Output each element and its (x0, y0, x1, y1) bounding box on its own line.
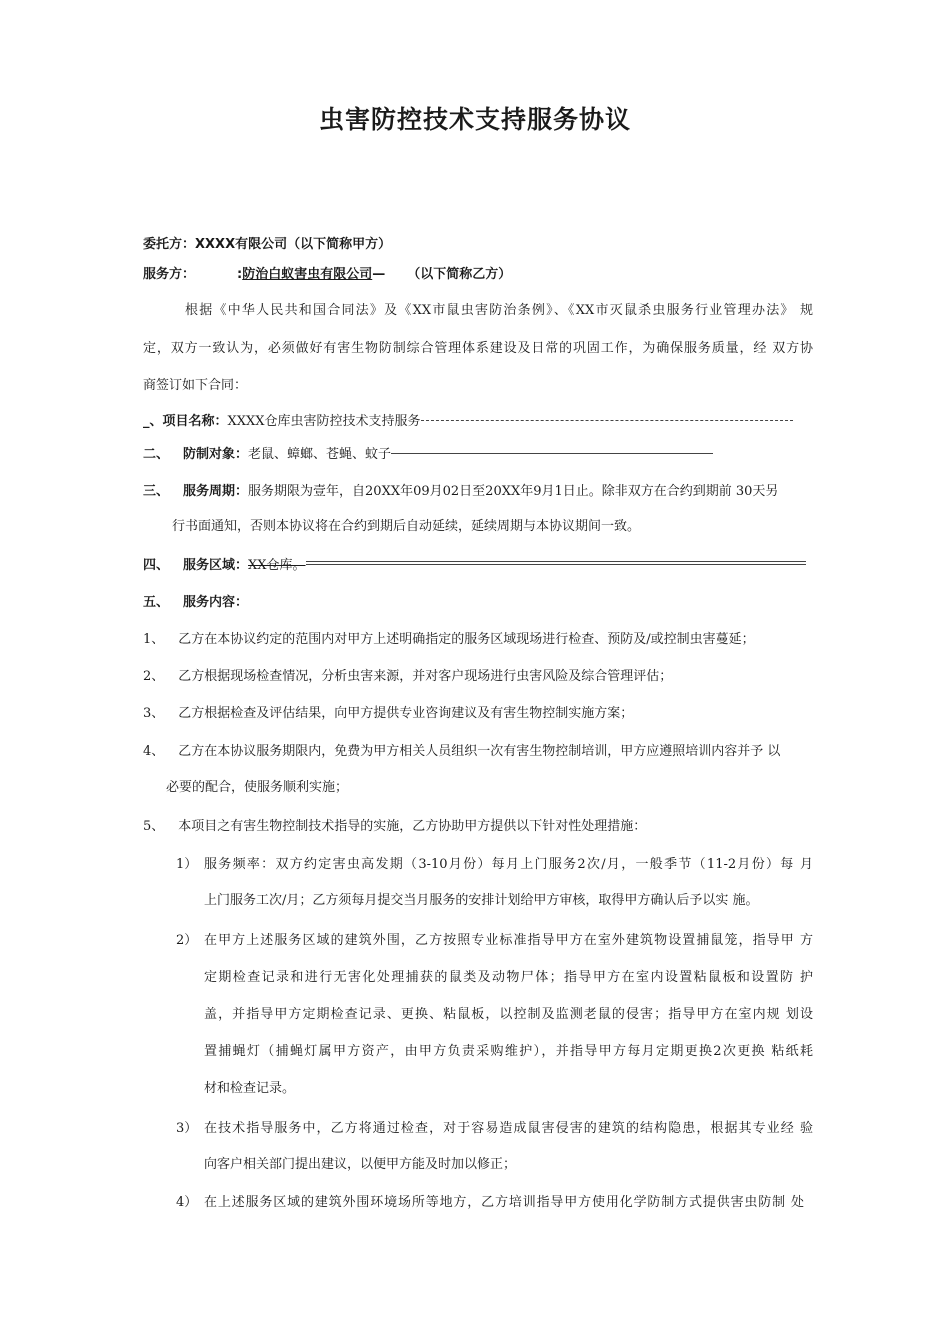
item-value: XXXX仓库虫害防控技术支持服务 (227, 414, 421, 429)
item-target (143, 446, 713, 464)
fill-line (306, 561, 806, 565)
item-number: 二、 (143, 447, 170, 462)
content-number: 1、 (143, 632, 165, 647)
item-number: 四、 (143, 558, 170, 573)
item-value: 老鼠、蟑螂、苍蝇、蚊子 (248, 447, 392, 462)
item-value: XX仓库。 (248, 558, 306, 573)
content-item-4-cont: 必要的配合，使服务顺利实施； (166, 780, 349, 795)
subitem-4-line-1: 在上述服务区域的建筑外围环境场所等地方，乙方培训指导甲方使用化学防制方式提供害虫防制 处 (204, 1195, 804, 1210)
item-service-content (143, 594, 248, 612)
subitem-2-line-5: 材和检查记录。 (204, 1081, 296, 1096)
subitem-2-line-2: 定期检查记录和进行无害化处理捕获的鼠类及动物尸体；指导甲方在室内设置粘鼠板和设置防 护 (204, 970, 813, 985)
content-item-5 (143, 818, 646, 836)
content-number: 5、 (143, 819, 165, 834)
content-item-3 (143, 705, 633, 723)
item-label: 服务周期： (183, 484, 249, 499)
subitem-1-line-2: 上门服务工次/月；乙方须每月提交当月服务的安排计划给甲方审核，取得甲方确认后予以实 施。 (204, 893, 759, 908)
item-label: 项目名称： (162, 414, 228, 429)
item-project-name (143, 413, 793, 431)
fill-line (391, 452, 713, 454)
subitem-number: 2） (176, 933, 198, 948)
item-label: 服务内容： (183, 595, 249, 610)
item-period-line-1 (143, 483, 813, 501)
subitem-number: 3） (176, 1121, 198, 1136)
subitem-2-line-1: 在甲方上述服务区域的建筑外围，乙方按照专业标准指导甲方在室外建筑物设置捕鼠笼，指导甲 方 (204, 933, 813, 948)
party-a-value: XXXX有限公司（以下简称甲方） (195, 237, 392, 252)
party-b-label: 服务方： (143, 267, 196, 282)
content-text: 乙方根据现场检查情况，分析虫害来源，并对客户现场进行虫害风险及综合管理评估； (178, 669, 673, 684)
item-number: 五、 (143, 595, 170, 610)
item-label: 防制对象： (183, 447, 249, 462)
preamble-line-1: 根据《中华人民共和国合同法》及《XX市鼠虫害防治条例》、《XX市灭鼠杀虫服务行业管理办法》 规 (185, 303, 813, 318)
preamble-line-3: 商签订如下合同： (143, 378, 248, 393)
document-title: 虫害防控技术支持服务协议 (318, 105, 631, 134)
item-period-line-2: 行书面通知，否则本协议将在合约到期后自动延续，延续周期与本协议期间一致。 (172, 519, 641, 534)
party-b-name: 防治白蚁害虫有限公司 (242, 267, 373, 282)
content-number: 3、 (143, 706, 165, 721)
content-number: 2、 (143, 669, 165, 684)
subitem-number: 4） (176, 1195, 198, 1210)
party-b-dash: — (372, 267, 386, 282)
content-item-4 (143, 743, 813, 761)
item-number: _、 (143, 414, 163, 429)
content-text: 乙方在本协议服务期限内，免费为甲方相关人员组织一次有害生物控制培训，甲方应遵照培训内容并予 以 (178, 744, 781, 759)
subitem-1-line-1: 服务频率：双方约定害虫高发期（3-10月份）每月上门服务2次/月，一般季节（11-2月份）每 月 (204, 857, 813, 872)
content-item-1 (143, 631, 755, 649)
content-text: 乙方根据检查及评估结果，向甲方提供专业咨询建议及有害生物控制实施方案； (178, 706, 634, 721)
subitem-2-line-3: 盖，并指导甲方定期检查记录、更换、粘鼠板，以控制及监测老鼠的侵害；指导甲方在室内规 划设 (204, 1007, 813, 1022)
party-b-note: （以下简称乙方） (407, 267, 512, 282)
item-label: 服务区域： (183, 558, 249, 573)
party-b-line (143, 266, 511, 284)
content-item-2 (143, 668, 672, 686)
subitem-3-line-2: 向客户相关部门提出建议，以便甲方能及时加以修正； (204, 1157, 517, 1172)
fill-line (421, 419, 793, 421)
preamble-line-2: 定，双方一致认为，必须做好有害生物防制综合管理体系建设及日常的巩固工作，为确保服务质量，经 双方协 (143, 341, 813, 356)
item-area (143, 557, 806, 575)
content-text: 乙方在本协议约定的范围内对甲方上述明确指定的服务区域现场进行检查、预防及/或控制虫害蔓延； (178, 632, 755, 647)
party-a-line (143, 236, 391, 254)
item-value: 服务期限为壹年，自20XX年09月02日至20XX年9月1日止。除非双方在合约到期前 30天另 (248, 484, 779, 499)
subitem-2-line-4: 置捕蝇灯（捕蝇灯属甲方资产，由甲方负责采购维护），并指导甲方每月定期更换2次更换 粘纸耗 (204, 1044, 813, 1059)
party-a-label: 委托方： (143, 237, 196, 252)
subitem-number: 1） (176, 857, 198, 872)
content-number: 4、 (143, 744, 165, 759)
party-b-colon: : (237, 267, 243, 282)
item-number: 三、 (143, 484, 170, 499)
subitem-3-line-1: 在技术指导服务中，乙方将通过检查，对于容易造成鼠害侵害的建筑的结构隐患，根据其专业经 验 (204, 1121, 813, 1136)
content-text: 本项目之有害生物控制技术指导的实施，乙方协助甲方提供以下针对性处理措施： (178, 819, 647, 834)
